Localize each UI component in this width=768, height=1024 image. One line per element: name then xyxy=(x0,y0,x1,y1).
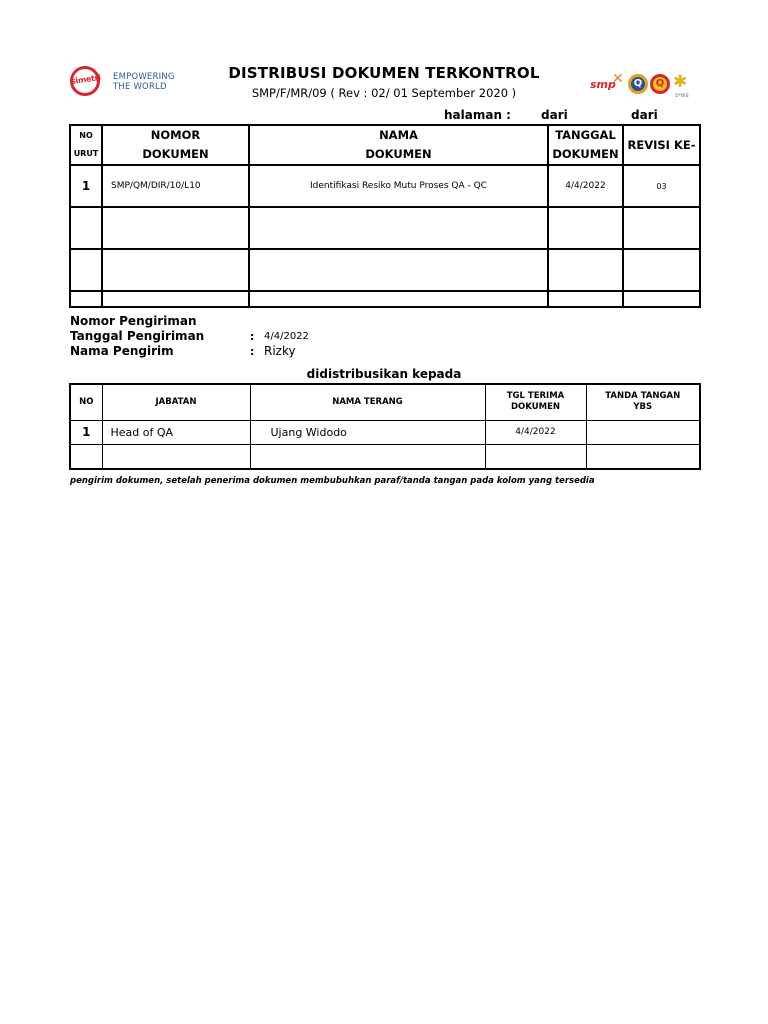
row-no: 1 xyxy=(70,165,102,207)
halaman-label: halaman : xyxy=(444,108,511,122)
tanggal-colon: : xyxy=(250,330,255,343)
header-no-urut: NO URUT xyxy=(70,125,102,165)
distribution-table xyxy=(69,383,701,470)
nama-pengirim-value: Rizky xyxy=(264,344,296,358)
header-nama-dokumen: NAMA DOKUMEN xyxy=(249,125,548,165)
document-table xyxy=(69,124,701,308)
document-title: DISTRIBUSI DOKUMEN TERKONTROL xyxy=(228,64,540,82)
table-row xyxy=(70,249,700,291)
logo-tagline xyxy=(113,72,175,92)
five-yes-star-icon: ✱ xyxy=(673,72,688,92)
table-row xyxy=(70,420,700,444)
dist-row-no: 1 xyxy=(70,420,102,444)
document-code: SMP/F/MR/09 ( Rev : 02/ 01 September 2020 ) xyxy=(251,86,517,100)
header-nama-terang: NAMA TERANG xyxy=(250,384,485,420)
quality-cert-badge-icon: Q xyxy=(628,74,648,94)
distribution-title: didistribusikan kepada xyxy=(306,367,462,381)
dist-row-nama: Ujang Widodo xyxy=(250,420,485,444)
document-table-header xyxy=(70,125,700,165)
tagline-line-1: EMPOWERING xyxy=(113,72,175,82)
five-yes-label: 5*YES xyxy=(675,94,689,99)
pengirim-colon: : xyxy=(250,345,255,358)
table-row xyxy=(70,207,700,249)
row-nama-dokumen: Identifikasi Resiko Mutu Proses QA - QC xyxy=(249,165,548,207)
header-revisi: REVISI KE- xyxy=(623,125,700,165)
header-no: NO xyxy=(70,384,102,420)
tagline-line-2: THE WORLD xyxy=(113,82,167,92)
row-revisi: 03 xyxy=(623,165,700,207)
certification-logos xyxy=(590,72,694,102)
header-tanda-tangan: TANDA TANGAN YBS xyxy=(586,384,700,420)
simetri-logo xyxy=(70,66,180,100)
nama-pengirim-label: Nama Pengirim xyxy=(70,344,174,358)
header-tgl-terima: TGL TERIMA DOKUMEN xyxy=(485,384,586,420)
tanggal-pengiriman-label: Tanggal Pengiriman xyxy=(70,329,205,343)
dist-row-tgl: 4/4/2022 xyxy=(485,420,586,444)
header-tanggal-dokumen: TANGGAL DOKUMEN xyxy=(548,125,623,165)
row-tanggal: 4/4/2022 xyxy=(548,165,623,207)
table-row xyxy=(70,291,700,307)
header-nomor-dokumen: NOMOR DOKUMEN xyxy=(102,125,249,165)
smp-swoosh-icon: ✕ xyxy=(612,71,624,87)
dist-row-jabatan: Head of QA xyxy=(102,420,250,444)
table-row xyxy=(70,165,700,207)
logo-wordmark: simetri xyxy=(70,72,102,87)
dist-row-ttd xyxy=(586,420,700,444)
table-row xyxy=(70,444,700,469)
nomor-pengiriman-label: Nomor Pengiriman xyxy=(70,314,197,328)
smp-logo: smp xyxy=(590,78,616,91)
dari-label-1: dari xyxy=(541,108,568,122)
quality-award-badge-icon: Q xyxy=(650,74,670,94)
distribution-table-header xyxy=(70,384,700,420)
tanggal-pengiriman-value: 4/4/2022 xyxy=(264,331,309,342)
row-nomor-dokumen: SMP/QM/DIR/10/L10 xyxy=(102,165,249,207)
header-jabatan: JABATAN xyxy=(102,384,250,420)
dari-label-2: dari xyxy=(631,108,658,122)
footer-note: pengirim dokumen, setelah penerima dokumen membubuhkan paraf/tanda tangan pada kolom yang tersedia xyxy=(70,476,595,486)
